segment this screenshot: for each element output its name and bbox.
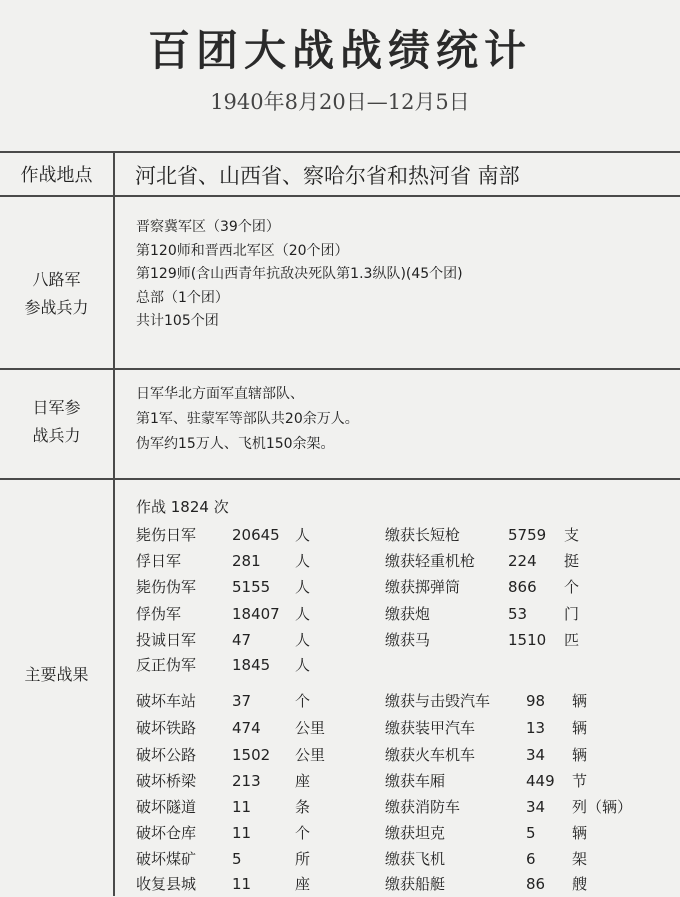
result-unit: 个 — [295, 692, 311, 710]
result-unit: 公里 — [295, 746, 326, 764]
result-item: 破坏公路 — [136, 746, 197, 764]
captured-item: 缴获炮 — [385, 605, 431, 623]
table-row — [0, 872, 680, 897]
captured-item: 缴获与击毁汽车 — [385, 692, 491, 710]
captured-unit: 艘 — [572, 875, 588, 893]
table-row — [0, 716, 680, 741]
result-value: 20645 — [232, 526, 280, 544]
result-value: 5 — [232, 850, 242, 868]
captured-value: 1510 — [508, 631, 547, 649]
captured-value: 5 — [526, 824, 536, 842]
result-item: 破坏桥梁 — [136, 772, 197, 790]
result-unit: 人 — [295, 605, 311, 623]
result-unit: 条 — [295, 798, 311, 816]
result-item: 俘伪军 — [136, 605, 182, 623]
location-label: 作战地点 — [20, 165, 93, 186]
label-line: 日军参 — [32, 398, 81, 417]
captured-item: 缴获飞机 — [385, 850, 446, 868]
captured-unit: 匹 — [564, 631, 580, 649]
table-top-border — [0, 151, 680, 153]
table-row — [0, 575, 680, 600]
result-item: 破坏煤矿 — [136, 850, 197, 868]
table-row — [0, 653, 680, 678]
table-row — [0, 769, 680, 794]
result-unit: 座 — [295, 772, 311, 790]
captured-item: 缴获火车机车 — [385, 746, 476, 764]
result-value: 1502 — [232, 746, 271, 764]
result-item: 毙伤日军 — [136, 526, 197, 544]
captured-item: 缴获马 — [385, 631, 431, 649]
captured-unit: 辆 — [572, 824, 588, 842]
result-item: 俘日军 — [136, 552, 182, 570]
japanese-army-forces — [136, 382, 359, 457]
captured-unit: 门 — [564, 605, 580, 623]
result-item: 破坏仓库 — [136, 824, 197, 842]
force-line: 日军华北方面军直辖部队、 — [136, 386, 304, 402]
captured-value: 13 — [526, 719, 546, 737]
result-item: 破坏隧道 — [136, 798, 197, 816]
captured-unit: 辆 — [572, 719, 588, 737]
result-value: 37 — [232, 692, 252, 710]
result-value: 11 — [232, 875, 252, 893]
date-range: 1940年8月20日—12月5日 — [210, 90, 470, 114]
row-divider — [0, 368, 680, 370]
captured-item: 缴获船艇 — [385, 875, 446, 893]
result-unit: 公里 — [295, 719, 326, 737]
captured-value: 98 — [526, 692, 546, 710]
captured-item: 缴获坦克 — [385, 824, 446, 842]
result-value: 18407 — [232, 605, 280, 623]
result-value: 11 — [232, 798, 252, 816]
force-line: 共计105个团 — [136, 313, 219, 329]
eighth-route-army-forces — [136, 216, 463, 334]
captured-value: 5759 — [508, 526, 547, 544]
captured-item: 缴获装甲汽车 — [385, 719, 476, 737]
result-value: 47 — [232, 631, 252, 649]
eighth-route-army-label — [0, 266, 113, 322]
captured-unit: 挺 — [564, 552, 580, 570]
result-unit: 人 — [295, 526, 311, 544]
captured-unit: 辆 — [572, 692, 588, 710]
captured-value: 866 — [508, 578, 537, 596]
result-item: 反正伪军 — [136, 656, 197, 674]
table-row — [0, 628, 680, 653]
captured-item: 缴获消防车 — [385, 798, 461, 816]
label-line: 战兵力 — [32, 426, 81, 445]
force-line: 第129师(含山西青年抗敌决死队第1.3纵队)(45个团) — [136, 266, 463, 282]
captured-item: 缴获车厢 — [385, 772, 446, 790]
result-item: 投诚日军 — [136, 631, 197, 649]
captured-value: 86 — [526, 875, 546, 893]
result-value: 5155 — [232, 578, 271, 596]
result-unit: 人 — [295, 656, 311, 674]
table-row — [0, 743, 680, 768]
table-row — [0, 821, 680, 846]
japanese-army-label — [0, 394, 113, 450]
result-unit: 所 — [295, 850, 311, 868]
result-item: 毙伤伪军 — [136, 578, 197, 596]
results-label: 主要战果 — [24, 665, 89, 684]
captured-item: 缴获掷弹筒 — [385, 578, 461, 596]
captured-value: 224 — [508, 552, 537, 570]
result-value: 281 — [232, 552, 261, 570]
label-line: 八路军 — [32, 270, 81, 289]
captured-unit: 架 — [572, 850, 588, 868]
force-line: 第1军、驻蒙军等部队共20余万人。 — [136, 411, 359, 427]
table-row — [0, 847, 680, 872]
captured-value: 34 — [526, 798, 546, 816]
result-unit: 座 — [295, 875, 311, 893]
sortie-count: 作战 1824 次 — [136, 498, 229, 516]
row-divider — [0, 478, 680, 480]
result-item: 破坏铁路 — [136, 719, 197, 737]
captured-unit: 辆 — [572, 746, 588, 764]
result-unit: 人 — [295, 631, 311, 649]
result-item: 收复县城 — [136, 875, 197, 893]
result-value: 11 — [232, 824, 252, 842]
force-line: 第120师和晋西北军区（20个团） — [136, 242, 349, 259]
captured-value: 34 — [526, 746, 546, 764]
result-unit: 人 — [295, 578, 311, 596]
label-line: 参战兵力 — [24, 298, 89, 317]
captured-value: 449 — [526, 772, 555, 790]
captured-item: 缴获轻重机枪 — [385, 552, 476, 570]
force-line: 总部（1个团） — [136, 289, 229, 306]
result-unit: 个 — [295, 824, 311, 842]
captured-item: 缴获长短枪 — [385, 526, 461, 544]
captured-unit: 个 — [564, 578, 580, 596]
captured-unit: 列（辆） — [572, 798, 633, 816]
table-row — [0, 689, 680, 714]
table-row — [0, 523, 680, 548]
result-value: 1845 — [232, 656, 271, 674]
result-unit: 人 — [295, 552, 311, 570]
result-value: 213 — [232, 772, 261, 790]
table-row — [0, 602, 680, 627]
force-line: 晋察冀军区（39个团） — [136, 219, 280, 235]
page-title: 百团大战战绩统计 — [147, 26, 532, 75]
location-value: 河北省、山西省、察哈尔省和热河省 南部 — [135, 164, 520, 188]
table-row — [0, 549, 680, 574]
row-divider — [0, 195, 680, 197]
force-line: 伪军约15万人、飞机150余架。 — [136, 436, 335, 452]
captured-value: 53 — [508, 605, 528, 623]
captured-value: 6 — [526, 850, 536, 868]
captured-unit: 支 — [564, 526, 580, 544]
result-item: 破坏车站 — [136, 692, 197, 710]
result-value: 474 — [232, 719, 261, 737]
table-row — [0, 795, 680, 820]
captured-unit: 节 — [572, 772, 588, 790]
